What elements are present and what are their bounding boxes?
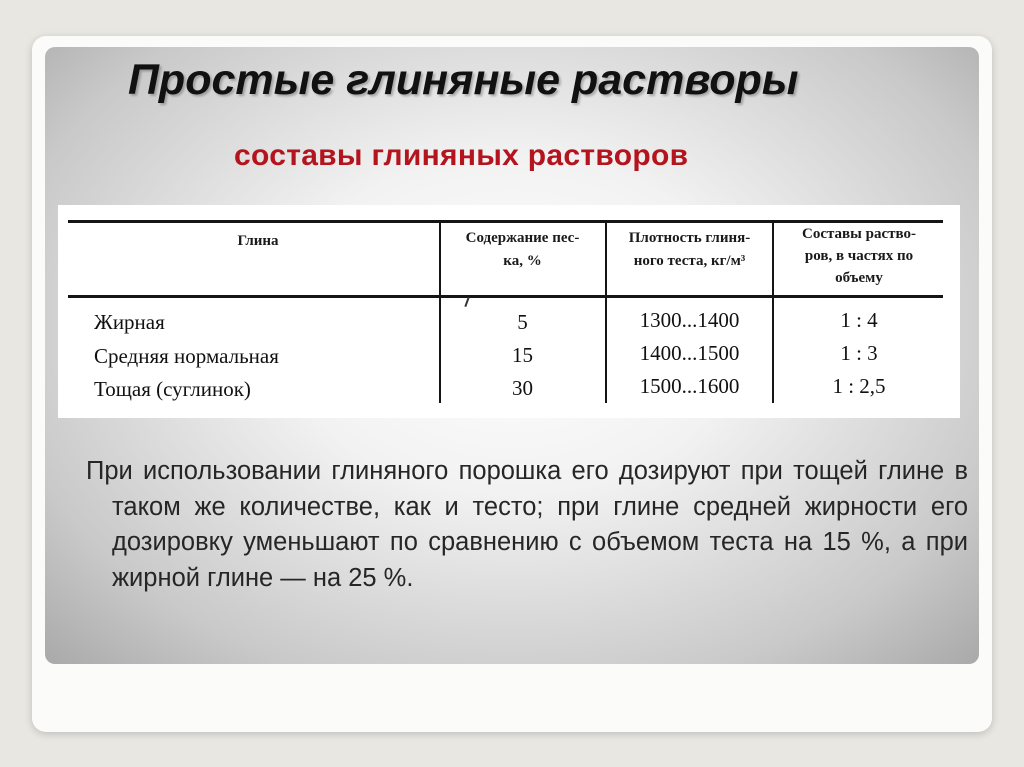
header-sand-content: Содержание пес- ка, % [465, 230, 580, 269]
table-cell-ratio: 1 : 2,5 [832, 374, 886, 398]
table-cell-ratio: 1 : 3 [840, 341, 878, 365]
clay-composition-table [58, 205, 960, 418]
table-cell-ratio: 1 : 4 [840, 308, 878, 332]
slide-subtitle: составы глиняных растворов [234, 139, 689, 172]
table-cell-clay: Жирная [94, 310, 165, 334]
table-cell-clay: Тощая (суглинок) [94, 377, 251, 401]
scan-mark [464, 297, 469, 307]
table-cell-density: 1500...1600 [639, 374, 740, 398]
table-cell-sand: 15 [512, 343, 533, 367]
table-cell-sand: 30 [512, 376, 533, 400]
table-header-rule [68, 295, 943, 298]
table-cell-clay: Средняя нормальная [94, 344, 279, 368]
header-clay: Глина [237, 233, 279, 249]
slide-title: Простые глиняные растворы [128, 56, 799, 104]
table-cell-density: 1400...1500 [639, 341, 740, 365]
table-cell-density: 1300...1400 [639, 308, 740, 332]
body-paragraph: При использовании глиняного порошка его дозируют при тощей глине в таком же количестве, как и тесто; при глине средней жирности его дозировку уменьшают по сравнению с объемом теста на 15 %, а при жирной глине — на 25 %. [86, 457, 968, 592]
header-density: Плотность глиня- ного теста, кг/м³ [628, 230, 751, 269]
header-composition: Составы раство- ров, в частях по объему [802, 226, 916, 286]
table-cell-sand: 5 [517, 310, 528, 334]
